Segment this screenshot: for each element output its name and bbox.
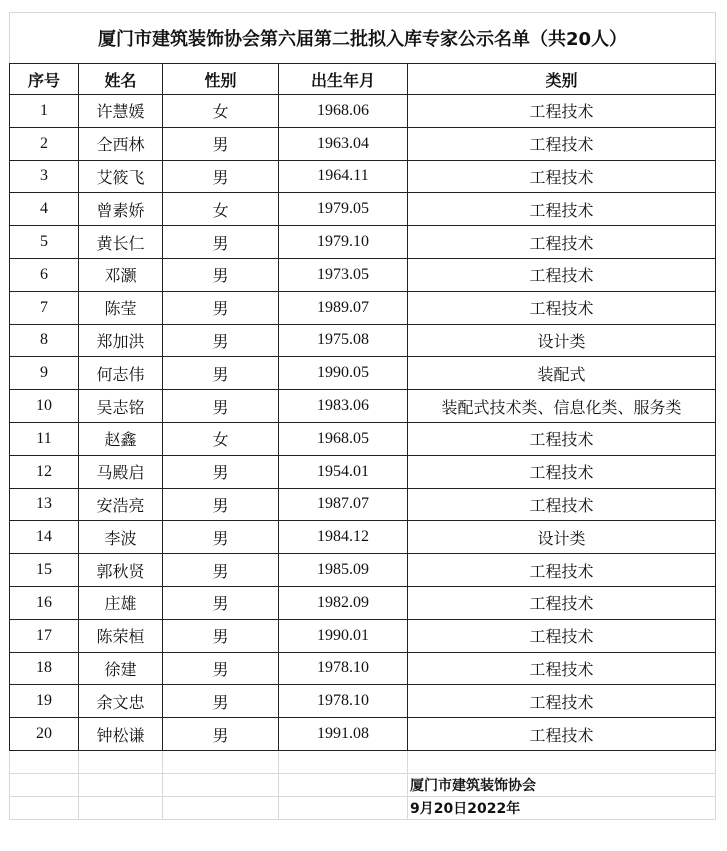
cell-birth: 1987.07 — [279, 488, 408, 521]
cell-index: 17 — [10, 619, 79, 652]
table-row — [10, 193, 716, 226]
cell-category: 工程技术 — [408, 652, 716, 685]
cell-index: 6 — [10, 258, 79, 291]
expert-list-table — [9, 12, 716, 820]
cell-name: 吴志铭 — [79, 390, 163, 423]
cell-birth: 1991.08 — [279, 718, 408, 751]
cell-name: 钟松谦 — [79, 718, 163, 751]
cell-name: 徐建 — [79, 652, 163, 685]
cell-birth: 1979.10 — [279, 226, 408, 259]
cell-category: 工程技术 — [408, 488, 716, 521]
cell-index: 15 — [10, 554, 79, 587]
cell-gender: 男 — [163, 226, 279, 259]
table-row — [10, 357, 716, 390]
cell-birth: 1979.05 — [279, 193, 408, 226]
cell-index: 9 — [10, 357, 79, 390]
cell-gender: 男 — [163, 357, 279, 390]
blank-row — [10, 750, 716, 773]
cell-index: 20 — [10, 718, 79, 751]
cell-name: 郭秋贤 — [79, 554, 163, 587]
cell-gender: 男 — [163, 127, 279, 160]
cell-gender: 男 — [163, 619, 279, 652]
footer-row — [10, 773, 716, 796]
cell-gender: 女 — [163, 422, 279, 455]
cell-name: 郑加洪 — [79, 324, 163, 357]
table-row — [10, 685, 716, 718]
cell-birth: 1975.08 — [279, 324, 408, 357]
cell-birth: 1973.05 — [279, 258, 408, 291]
cell-index: 8 — [10, 324, 79, 357]
cell-index: 14 — [10, 521, 79, 554]
cell-index: 3 — [10, 160, 79, 193]
cell-birth: 1964.11 — [279, 160, 408, 193]
cell-birth: 1989.07 — [279, 291, 408, 324]
cell-index: 7 — [10, 291, 79, 324]
cell-gender: 男 — [163, 324, 279, 357]
cell-gender: 女 — [163, 193, 279, 226]
cell-index: 4 — [10, 193, 79, 226]
cell-category: 工程技术 — [408, 718, 716, 751]
cell-name: 李波 — [79, 521, 163, 554]
cell-gender: 男 — [163, 291, 279, 324]
cell-name: 陈荣桓 — [79, 619, 163, 652]
table-row — [10, 291, 716, 324]
cell-gender: 男 — [163, 521, 279, 554]
cell-index: 11 — [10, 422, 79, 455]
cell-category: 工程技术 — [408, 258, 716, 291]
table-row — [10, 455, 716, 488]
cell-birth: 1990.05 — [279, 357, 408, 390]
header-row — [10, 64, 716, 95]
cell-index: 10 — [10, 390, 79, 423]
cell-category: 工程技术 — [408, 619, 716, 652]
header-index: 序号 — [10, 64, 79, 95]
cell-name: 许慧媛 — [79, 95, 163, 128]
cell-name: 庄雄 — [79, 586, 163, 619]
cell-birth: 1983.06 — [279, 390, 408, 423]
page-title: 厦门市建筑装饰协会第六届第二批拟入库专家公示名单（共20人） — [10, 13, 716, 64]
cell-birth: 1968.05 — [279, 422, 408, 455]
cell-gender: 男 — [163, 455, 279, 488]
table-row — [10, 95, 716, 128]
document-sheet — [9, 12, 715, 820]
cell-name: 仝西林 — [79, 127, 163, 160]
cell-gender: 男 — [163, 685, 279, 718]
table-row — [10, 226, 716, 259]
title-row — [10, 13, 716, 64]
table-row — [10, 652, 716, 685]
cell-index: 2 — [10, 127, 79, 160]
cell-category: 工程技术 — [408, 95, 716, 128]
table-row — [10, 521, 716, 554]
cell-category: 工程技术 — [408, 193, 716, 226]
footer-row — [10, 796, 716, 819]
cell-gender: 男 — [163, 258, 279, 291]
cell-birth: 1978.10 — [279, 652, 408, 685]
cell-birth: 1968.06 — [279, 95, 408, 128]
cell-gender: 男 — [163, 718, 279, 751]
cell-category: 工程技术 — [408, 422, 716, 455]
cell-category: 工程技术 — [408, 127, 716, 160]
cell-name: 黄长仁 — [79, 226, 163, 259]
cell-category: 工程技术 — [408, 226, 716, 259]
table-row — [10, 422, 716, 455]
cell-index: 18 — [10, 652, 79, 685]
cell-category: 工程技术 — [408, 685, 716, 718]
table-row — [10, 160, 716, 193]
table-row — [10, 619, 716, 652]
cell-name: 邓灏 — [79, 258, 163, 291]
cell-gender: 男 — [163, 160, 279, 193]
cell-birth: 1978.10 — [279, 685, 408, 718]
cell-gender: 男 — [163, 586, 279, 619]
header-gender: 性别 — [163, 64, 279, 95]
cell-index: 5 — [10, 226, 79, 259]
cell-category: 工程技术 — [408, 160, 716, 193]
table-row — [10, 488, 716, 521]
cell-birth: 1985.09 — [279, 554, 408, 587]
cell-category: 工程技术 — [408, 455, 716, 488]
cell-category: 工程技术 — [408, 554, 716, 587]
header-category: 类别 — [408, 64, 716, 95]
cell-name: 曾素娇 — [79, 193, 163, 226]
cell-category: 装配式 — [408, 357, 716, 390]
cell-birth: 1963.04 — [279, 127, 408, 160]
cell-gender: 男 — [163, 554, 279, 587]
table-row — [10, 324, 716, 357]
cell-birth: 1982.09 — [279, 586, 408, 619]
cell-name: 何志伟 — [79, 357, 163, 390]
cell-category: 工程技术 — [408, 586, 716, 619]
cell-category: 工程技术 — [408, 291, 716, 324]
cell-gender: 女 — [163, 95, 279, 128]
cell-gender: 男 — [163, 652, 279, 685]
cell-category: 设计类 — [408, 521, 716, 554]
cell-name: 陈莹 — [79, 291, 163, 324]
cell-index: 1 — [10, 95, 79, 128]
footer-date: 9月20日2022年 — [408, 796, 716, 819]
cell-name: 马殿启 — [79, 455, 163, 488]
table-row — [10, 718, 716, 751]
header-name: 姓名 — [79, 64, 163, 95]
cell-category: 设计类 — [408, 324, 716, 357]
table-row — [10, 127, 716, 160]
table-row — [10, 390, 716, 423]
cell-birth: 1954.01 — [279, 455, 408, 488]
cell-index: 13 — [10, 488, 79, 521]
table-row — [10, 554, 716, 587]
cell-category: 装配式技术类、信息化类、服务类 — [408, 390, 716, 423]
cell-name: 安浩亮 — [79, 488, 163, 521]
cell-index: 19 — [10, 685, 79, 718]
cell-index: 12 — [10, 455, 79, 488]
cell-gender: 男 — [163, 488, 279, 521]
cell-gender: 男 — [163, 390, 279, 423]
header-birth: 出生年月 — [279, 64, 408, 95]
table-row — [10, 258, 716, 291]
table-row — [10, 586, 716, 619]
cell-birth: 1990.01 — [279, 619, 408, 652]
cell-name: 余文忠 — [79, 685, 163, 718]
cell-name: 艾筱飞 — [79, 160, 163, 193]
cell-index: 16 — [10, 586, 79, 619]
cell-birth: 1984.12 — [279, 521, 408, 554]
footer-organization: 厦门市建筑装饰协会 — [408, 773, 716, 796]
cell-name: 赵鑫 — [79, 422, 163, 455]
